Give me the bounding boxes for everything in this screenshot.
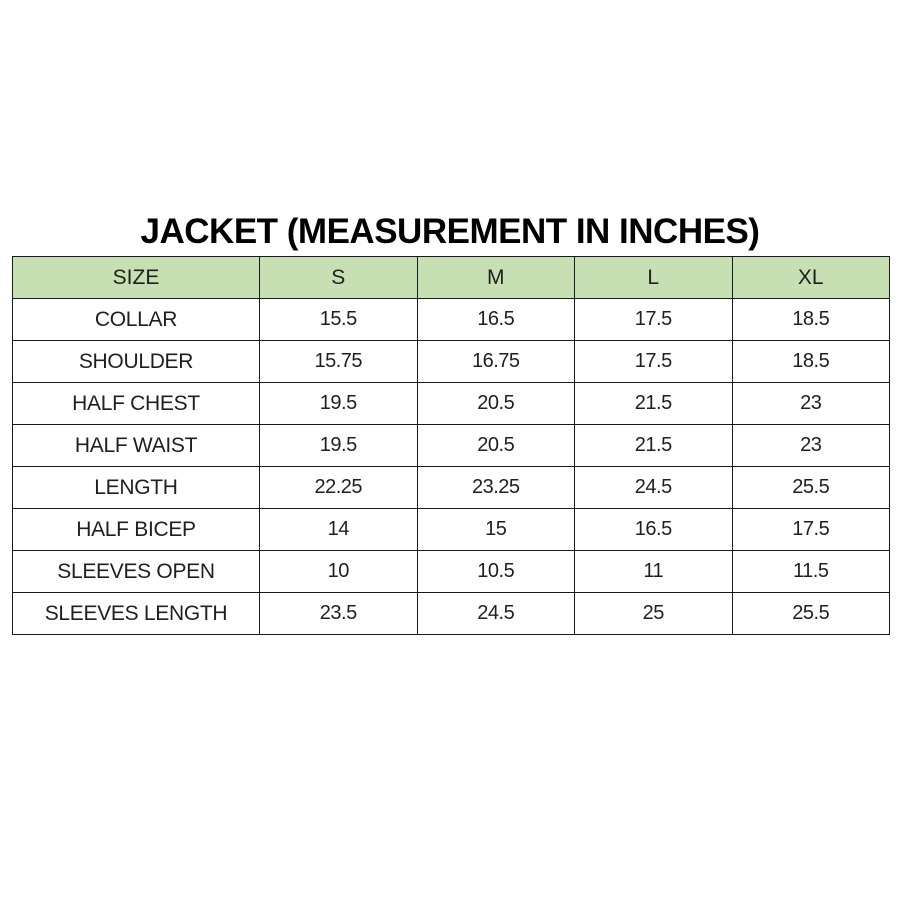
row-label: SHOULDER [13,341,260,383]
measurement-cell: 10.5 [417,551,575,593]
table-row [13,509,890,551]
measurement-cell: 16.75 [417,341,575,383]
table-row [13,299,890,341]
row-label: LENGTH [13,467,260,509]
row-label: SLEEVES LENGTH [13,593,260,635]
measurement-cell: 23 [732,383,890,425]
header-size: SIZE [13,257,260,299]
measurement-cell: 11 [575,551,733,593]
measurement-cell: 22.25 [260,467,418,509]
measurement-cell: 21.5 [575,383,733,425]
header-l: L [575,257,733,299]
measurement-cell: 25.5 [732,467,890,509]
header-s: S [260,257,418,299]
measurement-cell: 15.5 [260,299,418,341]
measurement-cell: 16.5 [575,509,733,551]
table-row [13,425,890,467]
measurement-cell: 20.5 [417,383,575,425]
row-label: HALF BICEP [13,509,260,551]
row-label: HALF CHEST [13,383,260,425]
table-row [13,341,890,383]
measurement-cell: 17.5 [732,509,890,551]
measurement-cell: 17.5 [575,341,733,383]
measurement-cell: 20.5 [417,425,575,467]
row-label: SLEEVES OPEN [13,551,260,593]
row-label: COLLAR [13,299,260,341]
table-row [13,593,890,635]
measurement-cell: 10 [260,551,418,593]
measurement-cell: 18.5 [732,299,890,341]
table-row [13,551,890,593]
measurement-cell: 16.5 [417,299,575,341]
measurement-cell: 25.5 [732,593,890,635]
table-row [13,467,890,509]
measurement-cell: 15 [417,509,575,551]
measurement-cell: 23.25 [417,467,575,509]
measurement-cell: 19.5 [260,425,418,467]
measurement-cell: 25 [575,593,733,635]
measurement-cell: 14 [260,509,418,551]
table-row [13,383,890,425]
row-label: HALF WAIST [13,425,260,467]
measurement-cell: 24.5 [575,467,733,509]
size-chart-table [12,256,890,635]
measurement-cell: 18.5 [732,341,890,383]
measurement-cell: 23.5 [260,593,418,635]
measurement-cell: 23 [732,425,890,467]
header-xl: XL [732,257,890,299]
measurement-cell: 17.5 [575,299,733,341]
measurement-cell: 15.75 [260,341,418,383]
table-header-row [13,257,890,299]
measurement-cell: 21.5 [575,425,733,467]
measurement-cell: 19.5 [260,383,418,425]
page-title: JACKET (MEASUREMENT IN INCHES) [140,212,760,251]
measurement-cell: 24.5 [417,593,575,635]
header-m: M [417,257,575,299]
measurement-cell: 11.5 [732,551,890,593]
